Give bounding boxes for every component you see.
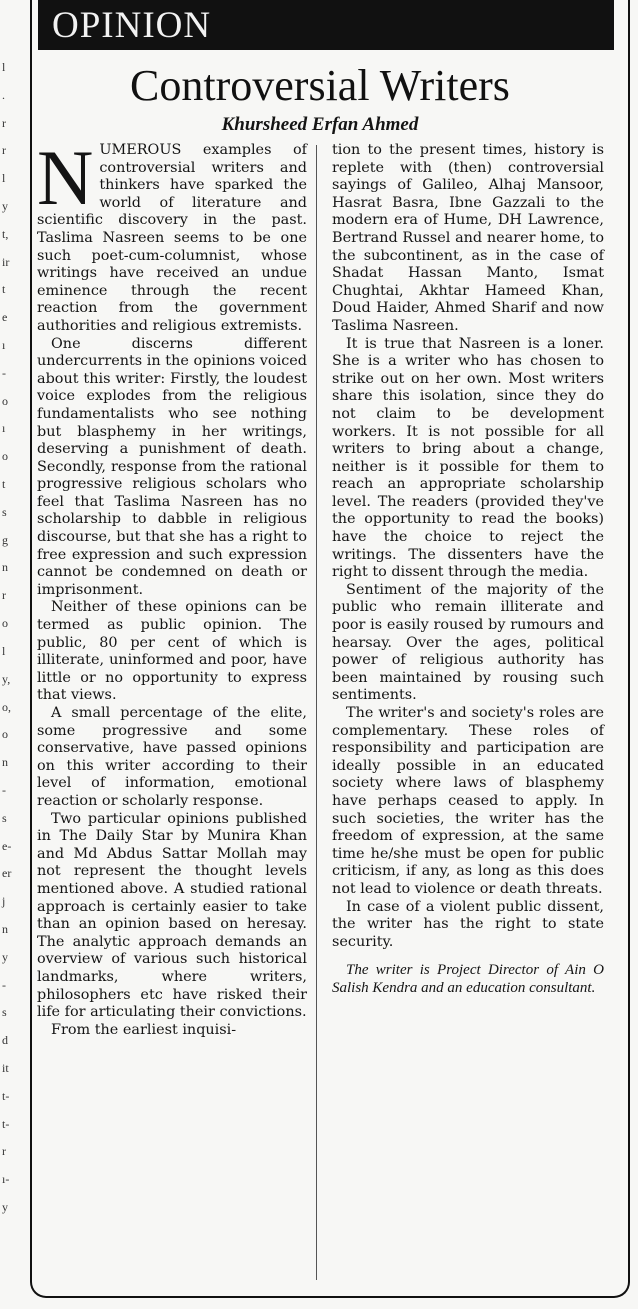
article-paragraph: tion to the present times, history is replete with (then) controversial sayings of Galileo, Alhaj Mansoor, Hasrat Basra, Ibne Gazzali to the modern era of Hume, DH Lawrence, Bertrand Russel and nearer home, to the subcontinent, as in the case of Shadat Hassan Manto, Ismat Chughtai, Akhtar Hameed Khan, Doud Haider, Ahmed Sharif and now Taslima Nasreen. (332, 142, 604, 334)
fragment-glyph: r (2, 143, 6, 157)
section-label: OPINION (52, 5, 212, 46)
fragment-glyph: r (2, 116, 6, 130)
fragment-glyph: s (2, 1005, 7, 1019)
fragment-glyph: y, (2, 672, 11, 686)
section-banner (38, 0, 614, 50)
fragment-glyph: o (2, 394, 8, 408)
fragment-glyph: o (2, 727, 8, 741)
fragment-glyph: - (2, 783, 6, 797)
fragment-glyph: r (2, 588, 6, 602)
headline: Controversial Writers (130, 61, 510, 110)
fragment-glyph: y (2, 199, 8, 213)
fragment-glyph: - (2, 366, 6, 380)
fragment-glyph: ı (2, 421, 6, 435)
article-paragraph: A small percentage of the elite, some progressive and some conservative, have passed opinions on this writer according to their level of information, emotional reaction or scholarly response. (37, 705, 307, 809)
fragment-glyph: o, (2, 700, 11, 714)
article-paragraph: Sentiment of the majority of the public who remain illiterate and poor is easily roused by rumours and hearsay. Over the ages, political power of religious authority has been maintained by rousing such sentiments. (332, 581, 604, 704)
article-column-left (37, 134, 307, 1039)
fragment-glyph: o (2, 449, 8, 463)
drop-cap: N (37, 134, 94, 221)
fragment-glyph: ir (2, 255, 10, 269)
fragment-glyph: ı- (2, 1172, 10, 1186)
fragment-glyph: n (2, 755, 8, 769)
fragment-glyph: n (2, 922, 8, 936)
fragment-glyph: t- (2, 1117, 10, 1131)
fragment-glyph: er (2, 866, 12, 880)
fragment-glyph: y (2, 950, 8, 964)
paragraph-text: UMEROUS examples of controversial writers and thinkers have sparked the world of literature and scientific discovery in the past. Taslima Nasreen seems to be one such poet-cum-columnist, whose writings have received an undue eminence through the recent reaction from the government authorities and religious extremists. (37, 142, 307, 334)
fragment-glyph: e (2, 310, 8, 324)
fragment-glyph: l (2, 60, 6, 74)
article-paragraph: Neither of these opinions can be termed as public opinion. The public, 80 per cent of which is illiterate, uninformed and poor, have little or no opportunity to express that views. (37, 599, 307, 704)
fragment-glyph: - (2, 978, 6, 992)
fragment-glyph: d (2, 1033, 8, 1047)
byline: Khursheed Erfan Ahmed (221, 114, 419, 135)
fragment-glyph: t (2, 477, 6, 491)
author-note: The writer is Project Director of Ain O Salish Kendra and an education consultant. (332, 962, 604, 997)
fragment-glyph: j (2, 894, 6, 908)
fragment-glyph: s (2, 505, 7, 519)
fragment-glyph: s (2, 811, 7, 825)
article-paragraph: It is true that Nasreen is a loner. She is a writer who has chosen to strike out on her own. Most writers share this isolation, since they do not claim to be development workers. It is not possible for all writers to bring about a change, neither is it possible for them to reach an appropriate scholarship level. The readers (provided they've the opportunity to read the books) have the choice to reject the writings. The dissenters have the right to dissent through the media. (332, 335, 604, 581)
article-paragraph: One discerns different undercurrents in the opinions voiced about this writer: Firstly, the loudest voice explodes from the religious fundamentalists who see nothing but blasphemy in her writings, deserving a punishment of death. Secondly, response from the rational progressive religious scholars who feel that Taslima Nasreen has no scholarship to dabble in religious discourse, but that she has a right to free expression and such expression cannot be condemned on death or imprisonment. (37, 335, 307, 598)
fragment-glyph: y (2, 1200, 8, 1214)
column-divider (316, 145, 317, 1280)
fragment-glyph: t- (2, 1089, 10, 1103)
fragment-glyph: l (2, 644, 6, 658)
fragment-glyph: g (2, 533, 8, 547)
article-paragraph (37, 134, 307, 336)
fragment-glyph: e- (2, 839, 12, 853)
fragment-glyph: l (2, 171, 6, 185)
article-paragraph: From the earliest inquisi- (51, 1021, 237, 1038)
article-paragraph: The writer's and society's roles are complementary. These roles of responsibility and participation are ideally possible in an educated society where laws of blasphemy have perhaps ceased to apply. In such societies, the writer has the freedom of expression, at the same time he/she must be open for public criticism, if any, as long as this does not lead to violence or death threats. (332, 705, 604, 897)
fragment-glyph: t (2, 282, 6, 296)
fragment-glyph: . (2, 88, 5, 102)
fragment-glyph: n (2, 560, 8, 574)
fragment-glyph: ı (2, 338, 6, 352)
article-paragraph: In case of a violent public dissent, the writer has the right to state security. (332, 898, 604, 950)
fragment-glyph: r (2, 1144, 6, 1158)
fragment-glyph: o (2, 616, 8, 630)
fragment-glyph: it (2, 1061, 9, 1075)
article-paragraph: Two particular opinions published in The Daily Star by Munira Khan and Md Abdus Sattar Mollah may not represent the thought levels mentioned above. A studied rational approach is certainly easier to take than an opinion based on heresay. The analytic approach demands an overview of various such historical landmarks, where writers, philosophers etc have risked their life for articulating their convictions. (37, 810, 307, 1021)
fragment-glyph: t, (2, 227, 9, 241)
adjacent-column-fragments (0, 0, 14, 1309)
article-column-right (332, 142, 604, 997)
